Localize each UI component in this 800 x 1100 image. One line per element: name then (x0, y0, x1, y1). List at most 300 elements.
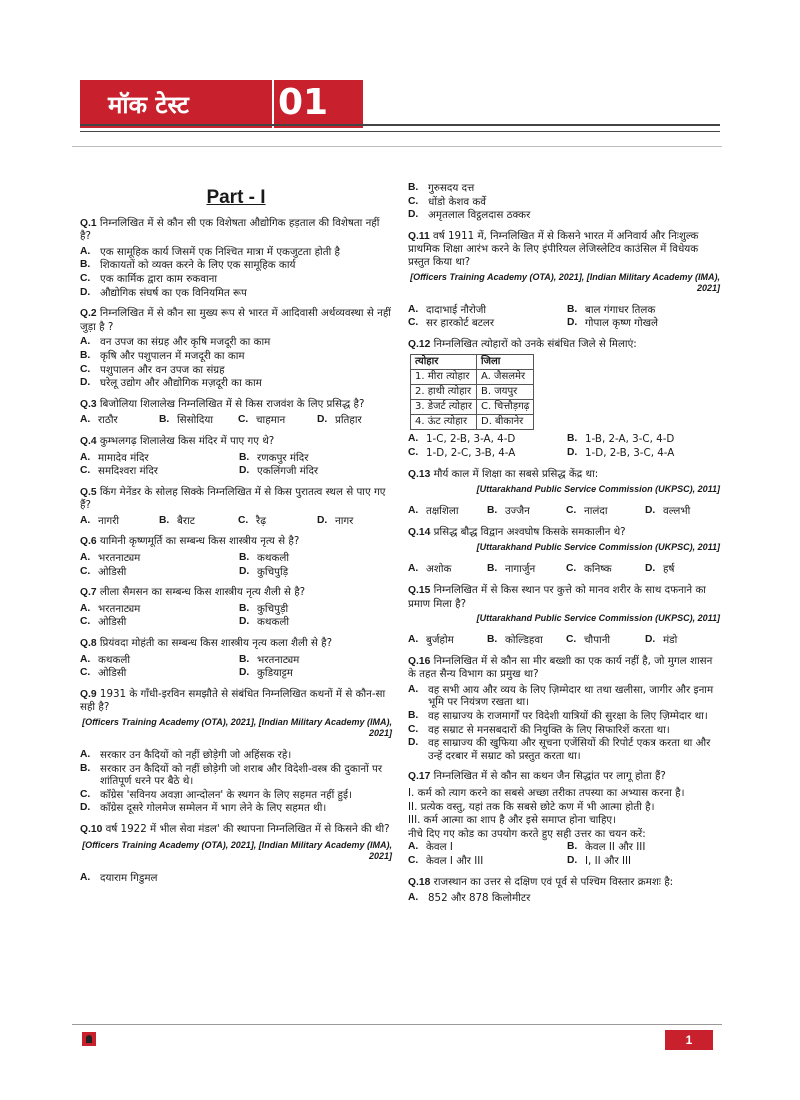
question-text (408, 876, 720, 890)
option (408, 684, 720, 709)
option-letter: A. (80, 749, 91, 760)
option (80, 749, 392, 762)
question-stem: निम्नलिखित में से कौन सा कथन जैन सिद्धांत पर लागू होता हैं? (433, 770, 666, 783)
header-rule-thin (80, 131, 720, 132)
option (408, 505, 483, 518)
option-text: भरतनाट्यम (98, 602, 141, 615)
exam-source: [Officers Training Academy (OTA), 2021], [Indian Military Academy (IMA), 2021] (410, 271, 720, 293)
option-text: हर्ष (663, 563, 675, 576)
option-text: एक सामूहिक कार्य जिसमें एक निश्चित मात्रा में एकजुटता होती है (100, 245, 341, 258)
option (408, 182, 720, 195)
content-top-rule (72, 146, 722, 147)
question-stem: निम्नलिखित में से कौन सा मुख्य रूप से भारत में आदिवासी अर्थव्यवस्था से नहीं जुड़ा है ? (80, 307, 391, 333)
option (408, 563, 483, 576)
option (487, 505, 562, 518)
option-letter: B. (239, 602, 250, 614)
question-number: Q.1 (80, 217, 97, 229)
question-number: Q.11 (408, 230, 430, 242)
option-letter: D. (645, 563, 656, 575)
option-text: गुरुसदय दत्त (428, 182, 475, 194)
question-item (80, 586, 392, 629)
option-text: सरकार उन कैदियों को नहीं छोड़ेगी जो शराब और विदेशी-वस्त्र की दुकानों पर शांतिपूर्ण धरने पर बैठे थे। (100, 762, 383, 788)
option-text: चौपानी (584, 634, 611, 647)
table-cell: D. बीकानेर (477, 415, 534, 430)
question-number: Q.15 (408, 584, 431, 596)
option-text: केवल II और III (585, 841, 646, 854)
option-letter: C. (566, 505, 577, 517)
option-text: अमृतलाल विट्ठलदास ठक्कर (428, 209, 531, 222)
option (645, 634, 720, 647)
option-letter: D. (317, 414, 328, 426)
question-text (80, 486, 392, 512)
option-letter: D. (239, 616, 250, 628)
table-cell: 3. डेजर्ट त्योहार (411, 400, 477, 415)
option-letter: B. (408, 182, 419, 193)
question-text (80, 535, 392, 549)
option (80, 364, 392, 377)
option-letter: C. (408, 855, 419, 866)
option (239, 603, 392, 616)
question-text (408, 526, 720, 540)
exam-source: [Uttarakhand Public Service Commission (UKPSC), 2011] (476, 613, 720, 624)
exam-source: [Uttarakhand Public Service Commission (UKPSC), 2011] (476, 484, 720, 495)
table-cell: A. जैसलमेर (477, 370, 534, 385)
option-text: चाहमान (256, 414, 286, 427)
option-letter: C. (80, 465, 91, 477)
option (317, 414, 392, 427)
question-stem: वर्ष 1922 में भील सेवा मंडल' की स्थापना निम्नलिखित में से किसने की थी? (105, 822, 390, 835)
option-text: कुचिपुड़ी (257, 602, 289, 615)
option (408, 447, 561, 460)
question-stem: वर्ष 1911 में, निम्नलिखित में से किसने भारत में अनिवार्य और निःशुल्क प्राथमिक शिक्षा आरंभ करने के लिए इंपीरियल लेजिस्लेटिव काउंसिल में विधेयक प्रस्तुत किया था? (408, 229, 699, 268)
right-question-list (408, 230, 720, 905)
question-number: Q.10 (80, 823, 103, 835)
options-grid (80, 452, 392, 478)
option (317, 515, 392, 528)
option-letter: C. (80, 788, 91, 800)
left-column (80, 186, 392, 892)
option (645, 563, 720, 576)
question-item (80, 823, 392, 884)
option-text: कृषि और पशुपालन में मजदूरी का काम (100, 349, 245, 362)
option-letter: A. (408, 433, 419, 445)
option-letter: A. (80, 414, 91, 426)
option (239, 616, 392, 629)
option-text: ओडिसी (98, 616, 127, 629)
option (567, 841, 720, 854)
option (80, 763, 392, 788)
option-text: 1-C, 2-B, 3-A, 4-D (426, 433, 516, 446)
options-row (80, 515, 392, 528)
question-text (80, 217, 392, 243)
statement-line: II. प्रत्येक वस्तु, यहां तक कि सबसे छोटे कण में भी आत्मा होती है। (408, 800, 655, 813)
options-grid (80, 654, 392, 680)
option (80, 287, 392, 300)
option-text: बैराट (177, 514, 195, 527)
option (566, 563, 641, 576)
option-letter: B. (487, 505, 498, 517)
option (80, 350, 392, 363)
option-text: एकलिंगजी मंदिर (257, 465, 319, 478)
option-text: कथकली (257, 552, 290, 565)
question-text (80, 398, 392, 412)
question-stem: निम्नलिखित में से किस स्थान पर कुत्ते को मानव शरीर के साथ दफनाने का प्रमाण मिला है? (408, 583, 706, 610)
option (408, 841, 561, 854)
option-text: नागार्जुन (505, 563, 536, 576)
left-question-list (80, 217, 392, 885)
option-text: अशोक (426, 563, 452, 576)
option-letter: C. (80, 272, 91, 284)
option-text: तक्षशिला (426, 505, 459, 518)
option-letter: B. (567, 841, 578, 853)
option-letter: C. (566, 563, 577, 575)
question-text (408, 655, 720, 681)
statement-line: I. कर्म को त्याग करने का सबसे अच्छा तरीका तपस्या का अभ्यास करना है। (408, 787, 685, 800)
option (238, 515, 313, 528)
option-text: औद्योगिक संघर्ष का एक विनियमित रूप (100, 286, 247, 299)
option-text: बाल गंगाधर तिलक (585, 303, 656, 316)
option-text: 852 और 878 किलोमीटर (428, 892, 531, 905)
table-row (411, 415, 534, 430)
test-number: 01 (278, 82, 329, 123)
statement-line: III. कर्म आत्मा का शाप है और इसे समाप्त होना चाहिए। (408, 814, 617, 827)
option (80, 273, 392, 286)
question-stem: किंग मेनेंडर के सोलह सिक्के निम्नलिखित में से किस पुरातत्व स्थल से पाए गए हैं? (80, 485, 386, 512)
question-text (80, 586, 392, 600)
option-text: सिसोदिया (177, 414, 214, 427)
option-letter: D. (317, 514, 328, 526)
table-row (411, 400, 534, 415)
option-letter: C. (80, 565, 91, 577)
option-text: कुडियाट्टम (257, 667, 293, 680)
option-text: नालंदा (584, 505, 608, 518)
option-letter: C. (80, 616, 91, 628)
option (80, 789, 392, 802)
option-letter: A. (408, 683, 419, 695)
option-text: ओडिसी (98, 565, 127, 578)
table-row (411, 385, 534, 400)
option-text: कॉंग्रेस दूसरे गोलमेज सम्मेलन में भाग लेने के लिए सहमत थी। (100, 802, 327, 815)
option (567, 855, 720, 868)
question-text (408, 770, 720, 784)
option (80, 566, 233, 579)
option-letter: D. (408, 209, 419, 221)
option-letter: C. (80, 667, 91, 679)
question-stem: निम्नलिखित में से कौन सी एक विशेषता औद्योगिक हड़ताल की विशेषता नहीं है? (80, 216, 380, 243)
option-text: केवल I (426, 841, 453, 854)
option (80, 603, 233, 616)
question-number: Q.6 (80, 536, 97, 548)
option (567, 447, 720, 460)
option-text: नागरी (98, 514, 120, 527)
option (487, 634, 562, 647)
option-letter: C. (238, 514, 249, 526)
option (80, 377, 392, 390)
option-text: प्रतिहार (335, 414, 362, 427)
question-stem: यामिनी कृष्णमूर्ति का सम्बन्ध किस शास्त्रीय नृत्य से है? (99, 535, 300, 548)
options-row (408, 505, 720, 518)
option-letter: D. (645, 505, 656, 517)
option (80, 259, 392, 272)
option-text: वह सभी आय और व्यय के लिए ज़िम्मेदार था तथा खलीसा, जागीर और इनाम भूमि पर नियंत्रण रखता था। (428, 683, 714, 709)
question-text (80, 688, 392, 714)
option (80, 616, 233, 629)
table-cell: B. जयपुर (477, 385, 534, 400)
option (567, 317, 720, 330)
option (239, 465, 392, 478)
question-number: Q.9 (80, 688, 97, 700)
option-text: दादाभाई नौरोजी (426, 303, 487, 316)
question-stem: लीला सैमसन का सम्बन्ध किस शास्त्रीय नृत्य शैली से है? (99, 586, 306, 599)
option-letter: B. (239, 451, 250, 463)
option-letter: D. (408, 737, 419, 749)
option-text: एक कार्मिक द्वारा काम रुकवाना (100, 272, 218, 285)
option (408, 724, 720, 737)
footer-rule (72, 1024, 722, 1025)
question-text (408, 338, 720, 352)
option-letter: C. (566, 634, 577, 646)
question-text (80, 435, 392, 449)
option-text: वन उपज का संग्रह और कृषि मजदूरी का काम (100, 336, 271, 349)
option (408, 317, 561, 330)
option (80, 414, 155, 427)
question-item (408, 230, 720, 330)
option (408, 892, 720, 905)
option-text: सरकार उन कैदियों को नहीं छोड़ेगी जो अहिंसक रहे। (100, 749, 292, 761)
option-letter: A. (408, 892, 419, 904)
option-text: वह सम्राट से मनसबदारों की नियुक्ति के लिए सिफारिशें करता था। (428, 723, 670, 736)
option-letter: D. (567, 855, 578, 866)
q10-continued-options (408, 182, 720, 222)
option-letter: A. (80, 871, 91, 883)
option-text: सर हारकोर्ट बटलर (426, 317, 495, 330)
option-text: भरतनाट्यम (257, 653, 300, 666)
option-letter: D. (645, 634, 656, 646)
option (239, 452, 392, 465)
option (408, 196, 720, 209)
option-text: 1-D, 2-C, 3-B, 4-A (426, 446, 516, 459)
option-letter: A. (408, 563, 419, 575)
option (239, 654, 392, 667)
question-text (408, 584, 720, 610)
question-item (408, 770, 720, 867)
option (566, 634, 641, 647)
option (80, 336, 392, 349)
option-text: केवल I और III (426, 855, 484, 867)
option-text: 1-D, 2-B, 3-C, 4-A (585, 446, 675, 459)
question-item (80, 535, 392, 578)
question-item (408, 526, 720, 576)
option-text: दयाराम गिडुमल (100, 871, 158, 884)
option-text: शिकायतों को व्यक्त करने के लिए एक सामूहिक कार्य (100, 259, 296, 272)
option-text: गोपाल कृष्ण गोखले (585, 317, 659, 330)
option-text: धोंडो केशव कर्वे (428, 195, 486, 208)
question-number: Q.13 (408, 468, 431, 480)
option-text: मामादेव मंदिर (98, 451, 149, 464)
option (80, 654, 233, 667)
option (238, 414, 313, 427)
option (159, 414, 234, 427)
option (408, 304, 561, 317)
option-letter: D. (80, 802, 91, 814)
part-title: Part - I (206, 187, 266, 208)
options-grid (80, 552, 392, 578)
option-letter: B. (239, 653, 250, 665)
question-stem: प्रसिद्ध बौद्ध विद्वान अश्वघोष किसके समकालीन थे? (433, 525, 626, 538)
question-item (80, 435, 392, 478)
header-divider (272, 80, 274, 128)
option (80, 515, 155, 528)
question-number: Q.7 (80, 587, 97, 599)
question-number: Q.8 (80, 638, 97, 650)
option-letter: C. (408, 446, 419, 458)
question-stem: कुम्भलगढ़ शिलालेख किस मंदिर में पाए गए थे? (99, 434, 275, 447)
question-stem: प्रियंवदा मोहंती का सम्बन्ध किस शास्त्रीय नृत्य कला शैली से है? (99, 637, 333, 650)
option-letter: A. (80, 336, 91, 348)
option-letter: B. (487, 634, 498, 646)
option-letter: B. (487, 563, 498, 575)
option (80, 802, 392, 815)
page-number: 1 (665, 1030, 713, 1050)
question-stem: बिजोलिया शिलालेख निम्नलिखित में से किस राजवंश के लिए प्रसिद्ध है? (99, 397, 365, 410)
option-letter: B. (239, 552, 250, 564)
question-text (408, 468, 720, 482)
question-text (408, 230, 720, 269)
option-letter: D. (239, 565, 250, 577)
option (80, 552, 233, 565)
question-number: Q.2 (80, 308, 97, 320)
option (159, 515, 234, 528)
question-text (80, 307, 392, 333)
options-grid (80, 603, 392, 629)
question-number: Q.3 (80, 398, 97, 410)
exam-source: [Officers Training Academy (OTA), 2021], [Indian Military Academy (IMA), 2021] (82, 839, 392, 861)
option-letter: A. (408, 505, 419, 517)
question-stem: मौर्य काल में शिक्षा का सबसे प्रसिद्ध केंद्र था: (433, 467, 599, 480)
option-text: उज्जैन (505, 505, 530, 518)
option-text: वह साम्राज्य के राजमार्गों पर विदेशी यात्रियों की सुरक्षा के लिए ज़िम्मेदार था। (428, 710, 708, 723)
option-letter: B. (80, 349, 91, 361)
options-grid (408, 304, 720, 330)
question-item (80, 398, 392, 427)
table-row (411, 370, 534, 385)
option (80, 465, 233, 478)
option-letter: C. (408, 317, 419, 329)
option (566, 505, 641, 518)
question-number: Q.14 (408, 526, 431, 538)
right-column (408, 181, 720, 913)
question-item (408, 338, 720, 460)
option-letter: A. (80, 552, 91, 564)
exam-source: [Officers Training Academy (OTA), 2021], [Indian Military Academy (IMA), 2021] (82, 717, 392, 738)
option-text: कुचिपुड़ि (257, 565, 289, 578)
option-text: पशुपालन और वन उपज का संग्रह (100, 363, 225, 376)
question-stem: राजस्थान का उत्तर से दक्षिण एवं पूर्व से पश्चिम विस्तार क्रमशः है: (433, 875, 674, 888)
option-text: घरेलू उद्योग और औद्योगिक मज़दूरी का काम (100, 377, 262, 390)
question-item (80, 637, 392, 680)
option-letter: A. (80, 451, 91, 463)
publisher-logo-icon (82, 1032, 96, 1046)
options-row (408, 634, 720, 647)
question-number: Q.5 (80, 486, 97, 498)
question-item (408, 655, 720, 763)
option-letter: D. (80, 286, 91, 298)
option (567, 304, 720, 317)
option-letter: C. (408, 723, 419, 735)
option-letter: B. (567, 433, 578, 445)
options-row (80, 414, 392, 427)
option (80, 872, 392, 885)
option-text: भरतनाट्यम (98, 552, 141, 565)
option (408, 634, 483, 647)
options-row (408, 563, 720, 576)
option-letter: C. (408, 195, 419, 207)
option-text: कथकली (257, 616, 290, 629)
option-text: कनिष्क (584, 563, 612, 576)
option-text: रैढ़ (256, 514, 267, 527)
option-text: 1-B, 2-A, 3-C, 4-D (585, 433, 675, 446)
option (239, 566, 392, 579)
table-cell: 2. हाथी त्योहार (411, 385, 477, 400)
option-text: I, II और III (585, 855, 632, 867)
question-item (80, 688, 392, 815)
option-letter: D. (239, 667, 250, 679)
option-letter: A. (80, 514, 91, 526)
option (645, 505, 720, 518)
option-letter: B. (159, 514, 170, 526)
option (408, 433, 561, 446)
option-letter: C. (238, 414, 249, 426)
option-letter: A. (80, 653, 91, 665)
question-text (80, 637, 392, 651)
option-text: ओडिसी (98, 667, 127, 680)
option (567, 433, 720, 446)
option-text: समदिश्वरा मंदिर (98, 465, 159, 478)
question-item (408, 468, 720, 518)
option-letter: A. (80, 245, 91, 257)
question-item (80, 217, 392, 300)
option-text: राठौर (98, 414, 118, 427)
option-letter: D. (567, 446, 578, 458)
option (408, 710, 720, 723)
option-letter: C. (80, 363, 91, 375)
option-letter: D. (239, 465, 250, 477)
question-item (408, 584, 720, 647)
table-header: त्योहार (411, 355, 477, 370)
option-letter: B. (408, 710, 419, 722)
option (80, 667, 233, 680)
option (487, 563, 562, 576)
option (408, 737, 720, 762)
question-number: Q.17 (408, 771, 431, 783)
question-stem: निम्नलिखित में से कौन सा मीर बख्शी का एक कार्य नहीं है, जो मुगल शासन के तहत सैन्य विभाग का प्रमुख था? (408, 654, 713, 681)
option-letter: D. (80, 377, 91, 389)
question-number: Q.12 (408, 338, 431, 350)
match-table (410, 354, 534, 430)
options-grid (408, 433, 720, 459)
statement-line: नीचे दिए गए कोड का उपयोग करते हुए सही उत्तर का चयन करें: (408, 827, 646, 840)
option-text: कोल्डिहवा (505, 634, 543, 647)
option-letter: A. (408, 634, 419, 646)
option-text: कथकली (98, 653, 131, 666)
option-letter: B. (159, 414, 170, 426)
option-text: नागर (335, 514, 354, 527)
option-text: रणकपुर मंदिर (257, 451, 309, 464)
option-text: कॉंग्रेस 'सविनय अवज्ञा आन्दोलन' के स्थगन के लिए सहमत नहीं हुई। (100, 788, 352, 801)
option-letter: B. (567, 303, 578, 315)
exam-source: [Uttarakhand Public Service Commission (UKPSC), 2011] (476, 542, 720, 553)
question-number: Q.4 (80, 435, 97, 447)
